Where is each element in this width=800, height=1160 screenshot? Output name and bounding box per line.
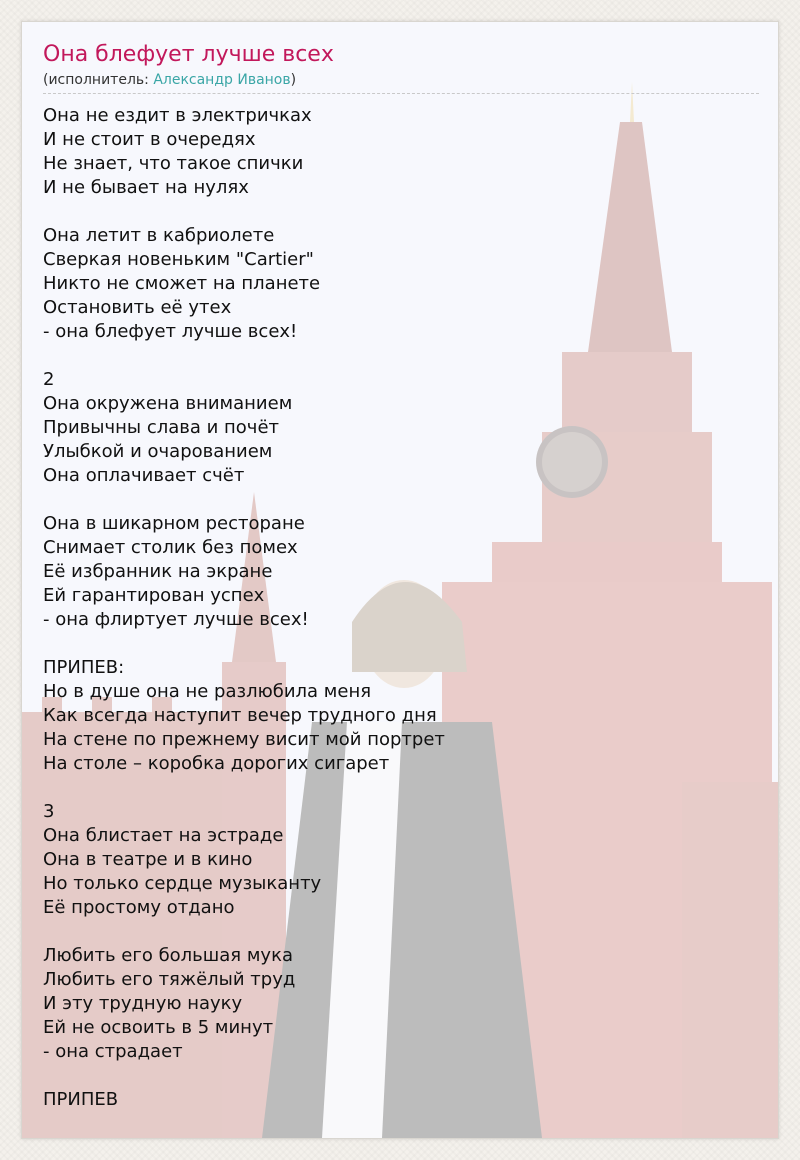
lyrics-line: Она не ездит в электричках [43,105,312,126]
artist-line [43,71,757,89]
lyrics-line: Она в театре и в кино [43,849,253,870]
lyrics-line: - она страдает [43,1041,183,1062]
lyrics-line: И не бывает на нулях [43,177,249,198]
lyrics-line: На столе – коробка дорогих сигарет [43,753,390,774]
artist-prefix: (исполнитель: [43,72,154,88]
lyrics-line: Она в шикарном ресторане [43,513,305,534]
lyrics-line: Снимает столик без помех [43,537,298,558]
lyrics-line: 2 [43,369,55,390]
lyrics-line: Как всегда наступит вечер трудного дня [43,705,437,726]
lyrics-line: Никто не сможет на планете [43,273,321,294]
lyrics-line: Улыбкой и очарованием [43,441,273,462]
lyrics-blank-line [43,1064,757,1088]
lyrics-line: Она блистает на эстраде [43,825,284,846]
lyrics-line: На стене по прежнему висит мой портрет [43,729,445,750]
lyrics-line: Любить его тяжёлый труд [43,969,296,990]
lyrics-line: Она окружена вниманием [43,393,293,414]
artist-link[interactable]: Александр Иванов [153,72,291,88]
lyrics-line: Её простому отдано [43,897,235,918]
lyrics-blank-line [43,920,757,944]
lyrics-line: Она летит в кабриолете [43,225,275,246]
artist-suffix: ) [290,72,297,88]
lyrics-line: - она флиртует лучше всех! [43,609,309,630]
title-divider [43,93,759,94]
lyrics-card [21,21,779,1139]
lyrics-line: Но только сердце музыканту [43,873,322,894]
lyrics-line: Ей не освоить в 5 минут [43,1017,274,1038]
lyrics-content [43,40,757,1112]
lyrics-line: Сверкая новеньким "Cartier" [43,249,314,270]
lyrics-line: Она оплачивает счёт [43,465,245,486]
lyrics-line: И эту трудную науку [43,993,243,1014]
lyrics-blank-line [43,632,757,656]
lyrics-blank-line [43,200,757,224]
lyrics-line: Любить его большая мука [43,945,293,966]
lyrics-blank-line [43,776,757,800]
lyrics-blank-line [43,488,757,512]
lyrics-line: Но в душе она не разлюбила меня [43,681,372,702]
lyrics-line: 3 [43,801,55,822]
lyrics-line: Ей гарантирован успех [43,585,265,606]
lyrics-line: Её избранник на экране [43,561,273,582]
lyrics-line: Не знает, что такое спички [43,153,304,174]
lyrics-text [43,104,757,1112]
lyrics-line: ПРИПЕВ [43,1089,119,1110]
lyrics-line: ПРИПЕВ: [43,657,125,678]
song-title: Она блефует лучше всех [43,42,334,67]
lyrics-line: Остановить её утех [43,297,232,318]
lyrics-line: - она блефует лучше всех! [43,321,298,342]
lyrics-line: И не стоит в очередях [43,129,256,150]
lyrics-blank-line [43,344,757,368]
lyrics-line: Привычны слава и почёт [43,417,280,438]
